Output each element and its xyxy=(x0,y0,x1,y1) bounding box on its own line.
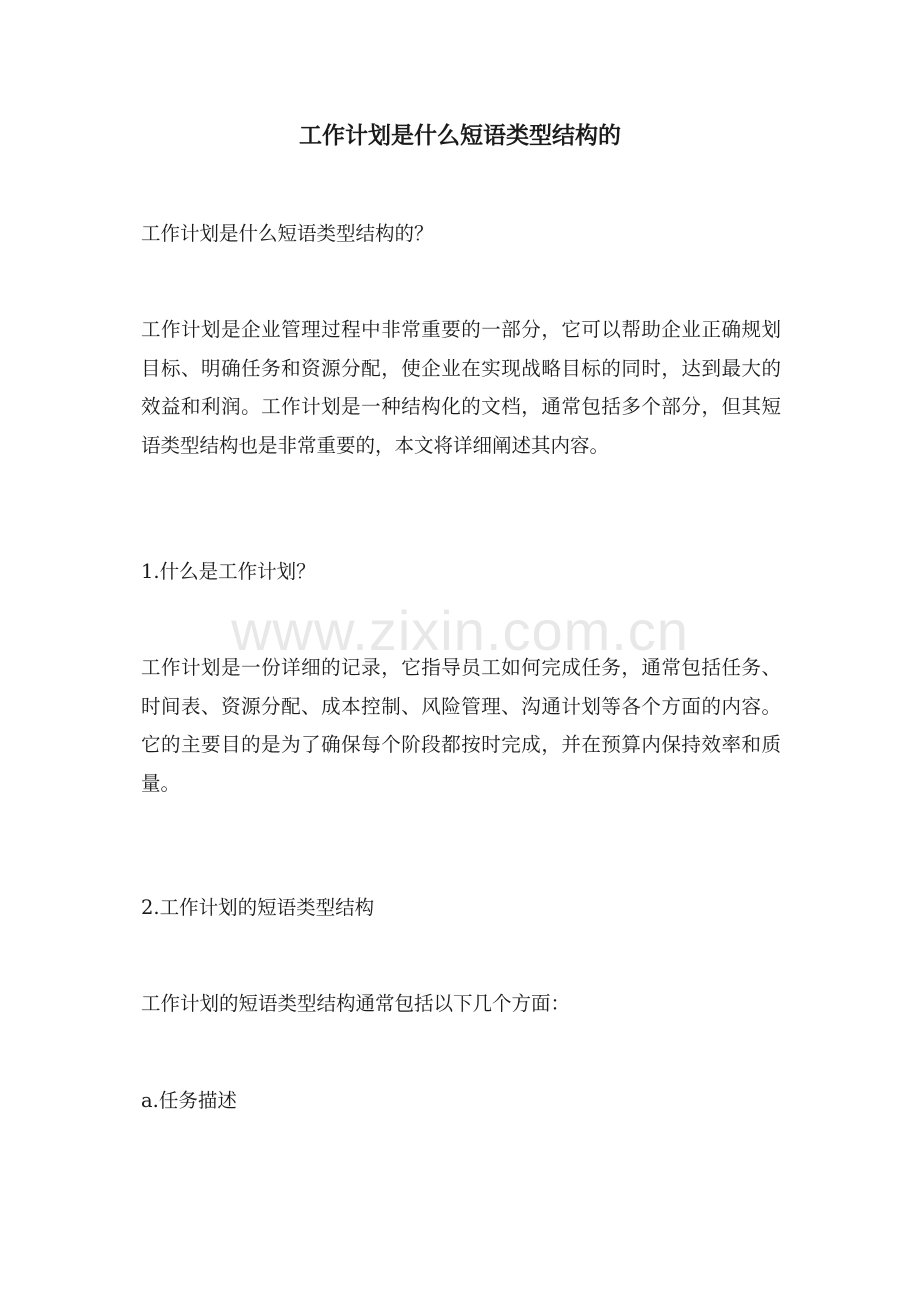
structure-intro-paragraph: 工作计划的短语类型结构通常包括以下几个方面： xyxy=(141,992,571,1015)
section-heading-1: 1.什么是工作计划？ xyxy=(141,560,316,583)
section-heading-2: 2.工作计划的短语类型结构 xyxy=(141,896,375,919)
definition-paragraph: 工作计划是一份详细的记录，它指导员工如何完成任务，通常包括任务、时间表、资源分配、成本控制、风险管理、沟通计划等各个方面的内容。它的主要目的是为了确保每个阶段都按时完成，并在预算内保持效率和质量。 xyxy=(141,656,781,795)
subsection-heading-a: a.任务描述 xyxy=(141,1089,237,1112)
intro-paragraph: 工作计划是企业管理过程中非常重要的一部分，它可以帮助企业正确规划目标、明确任务和资源分配，使企业在实现战略目标的同时，达到最大的效益和利润。工作计划是一种结构化的文档，通常包括多个部分，但其短语类型结构也是非常重要的，本文将详细阐述其内容。 xyxy=(141,318,781,457)
document-title: 工作计划是什么短语类型结构的 xyxy=(299,122,621,149)
watermark-text: www.zixin.com.cn xyxy=(231,599,689,662)
question-paragraph: 工作计划是什么短语类型结构的？ xyxy=(141,222,434,245)
